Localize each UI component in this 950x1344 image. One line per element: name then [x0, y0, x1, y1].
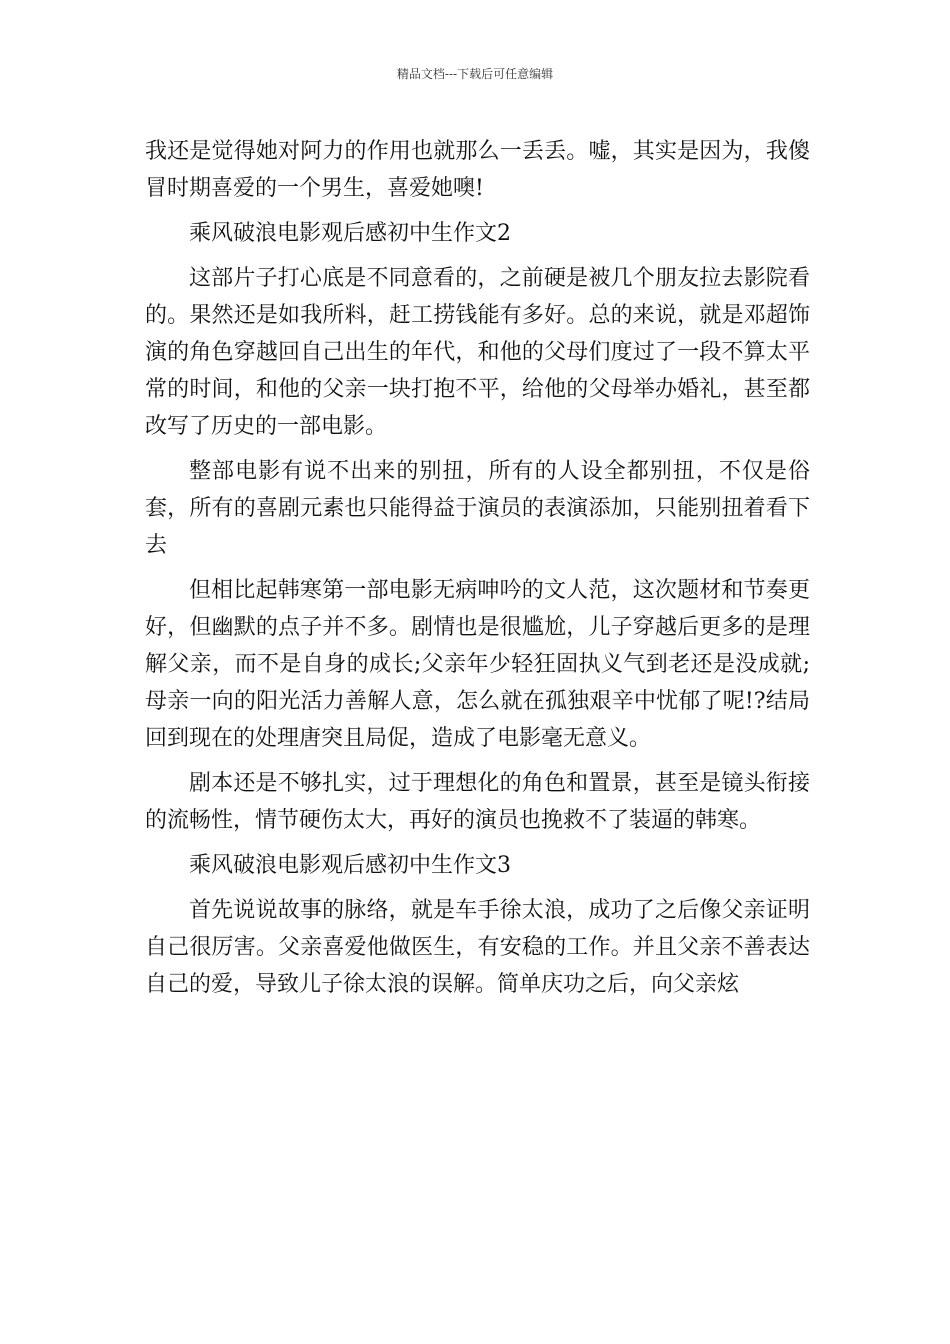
paragraph-3: 整部电影有说不出来的别扭，所有的人设全都别扭，不仅是俗套，所有的喜剧元素也只能得益于演员的表演添加，只能别扭着看下去: [145, 459, 810, 558]
section-heading-2: 乘风破浪电影观后感初中生作文2: [189, 221, 511, 246]
paragraph-6: 首先说说故事的脉络，就是车手徐太浪，成功了之后像父亲证明自己很厉害。父亲喜爱他做医生，有安稳的工作。并且父亲不善表达自己的爱，导致儿子徐太浪的误解。简单庆功之后，向父亲炫: [145, 898, 810, 997]
paragraph-5: 剧本还是不够扎实，过于理想化的角色和置景，甚至是镜头衔接的流畅性，情节硬伤太大，再好的演员也挽救不了装逼的韩寒。: [145, 771, 810, 833]
section-heading-3: 乘风破浪电影观后感初中生作文3: [189, 853, 511, 878]
paragraph-2: 这部片子打心底是不同意看的，之前硬是被几个朋友拉去影院看的。果然还是如我所料，赶工捞钱能有多好。总的来说，就是邓超饰演的角色穿越回自己出生的年代，和他的父母们度过了一段不算太平常的时间，和他的父亲一块打抱不平，给他的父母举办婚礼，甚至都改写了历史的一部电影。: [145, 266, 810, 439]
paragraph-4: 但相比起韩寒第一部电影无病呻吟的文人范，这次题材和节奏更好，但幽默的点子并不多。剧情也是很尴尬，儿子穿越后更多的是理解父亲，而不是自身的成长;父亲年少轻狂固执义气到老还是没成就;母亲一向的阳光活力善解人意，怎么就在孤独艰辛中忧郁了呢!?结局回到现在的处理唐突且局促，造成了电影毫无意义。: [145, 578, 810, 751]
document-body: [145, 133, 810, 1003]
paragraph-1: 我还是觉得她对阿力的作用也就那么一丢丢。嘘，其实是因为，我傻冒时期喜爱的一个男生，喜爱她噢!: [145, 139, 810, 201]
page-header: 精品文档---下载后可任意编辑: [396, 67, 554, 81]
